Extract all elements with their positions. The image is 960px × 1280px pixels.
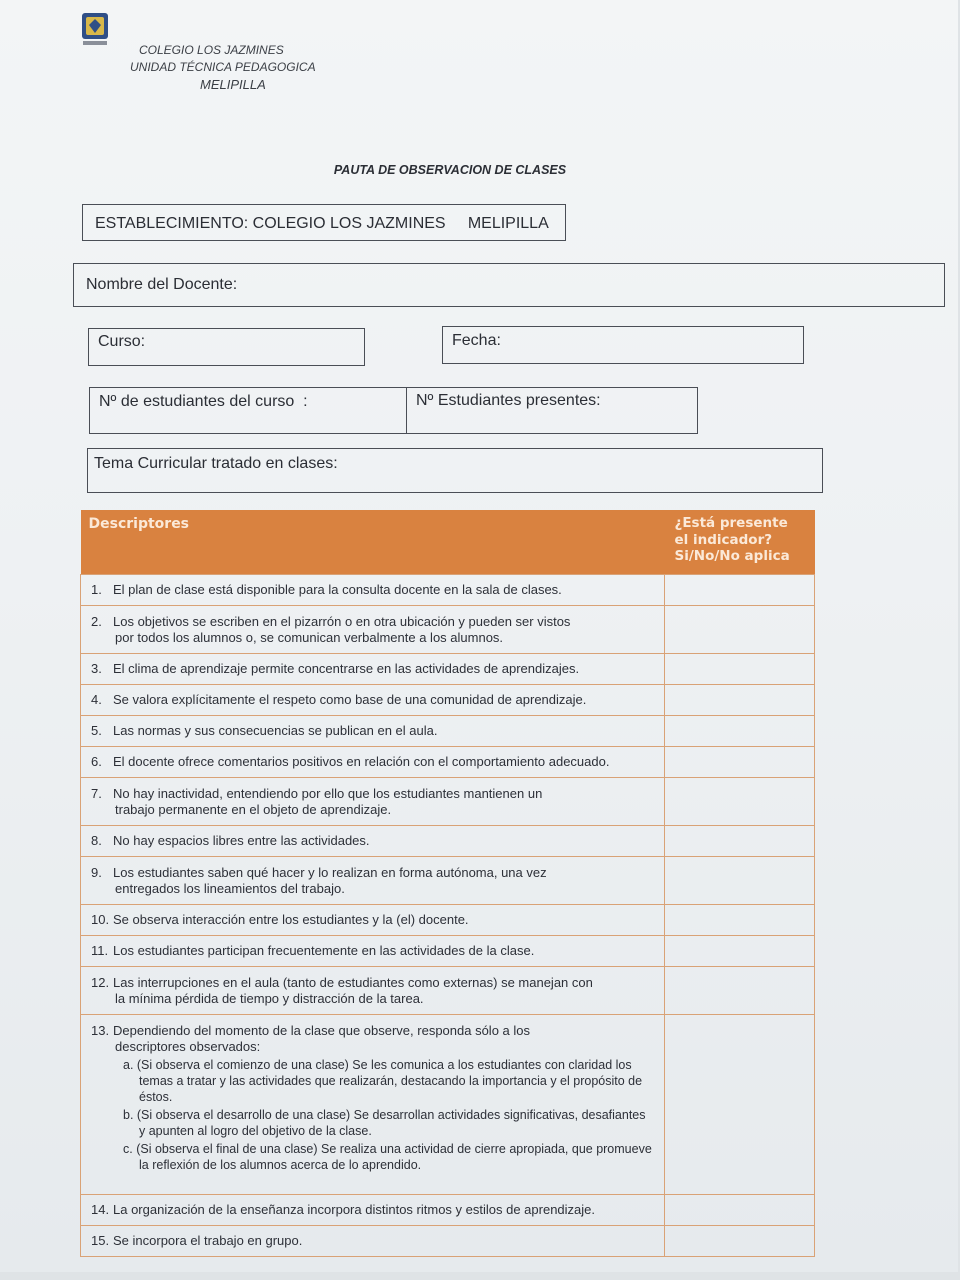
indicator-header-line: Si/No/No aplica (674, 548, 790, 564)
row-number: 1. (91, 582, 102, 597)
descriptor-cell (81, 575, 665, 606)
table-row (81, 857, 815, 905)
descriptor-text: No hay espacios libres entre las actividades. (113, 833, 370, 848)
descriptor-cell (81, 1195, 665, 1226)
row-number: 15. (91, 1233, 110, 1248)
answer-cell[interactable] (665, 905, 815, 936)
row-number: 7. (91, 785, 102, 801)
answer-cell[interactable] (665, 654, 815, 685)
descriptor-cell (81, 654, 665, 685)
row-number: 10. (91, 912, 110, 927)
answer-cell[interactable] (665, 1195, 815, 1226)
descriptor-text: El clima de aprendizaje permite concentrarse en las actividades de aprendizajes. (113, 661, 580, 676)
answer-cell[interactable] (665, 716, 815, 747)
row-number: 13. (91, 1023, 110, 1038)
num-estudiantes-label: Nº de estudiantes del curso : (99, 393, 308, 410)
descriptor-text: El docente ofrece comentarios positivos en relación con el comportamiento adecuado. (113, 754, 610, 769)
descriptor-text: La organización de la enseñanza incorpora distintos ritmos y estilos de aprendizaje. (113, 1202, 596, 1217)
observation-table (80, 510, 815, 1257)
row-number: 12. (91, 974, 110, 990)
row-number: 9. (91, 864, 102, 880)
descriptores-header: Descriptores (81, 510, 665, 575)
descriptor-text: No hay inactividad, entendiendo por ello que los estudiantes mantienen un (113, 785, 543, 801)
curso-field[interactable] (88, 328, 365, 366)
table-row (81, 1195, 815, 1226)
indicator-header (665, 510, 815, 575)
descriptor-text: Las interrupciones en el aula (tanto de estudiantes como externas) se manejan con (113, 974, 593, 990)
descriptor-cell (81, 1015, 665, 1195)
school-crest-logo (80, 12, 110, 48)
tema-field[interactable] (87, 448, 823, 493)
descriptor-text: Se observa interacción entre los estudiantes y la (el) docente. (113, 912, 469, 927)
answer-cell[interactable] (665, 1015, 815, 1195)
docente-label: Nombre del Docente: (86, 276, 238, 293)
descriptor-text: Se incorpora el trabajo en grupo. (113, 1233, 303, 1248)
indicator-header-line: el indicador? (674, 531, 773, 548)
descriptor-cell (81, 716, 665, 747)
answer-cell[interactable] (665, 936, 815, 967)
descriptor-text: Las normas y sus consecuencias se publican en el aula. (113, 723, 438, 738)
answer-cell[interactable] (665, 606, 815, 654)
descriptor-cell (81, 747, 665, 778)
answer-cell[interactable] (665, 857, 815, 905)
descriptor-cell (81, 1226, 665, 1257)
row-number: 11. (91, 943, 109, 958)
descriptor-cell (81, 826, 665, 857)
answer-cell[interactable] (665, 1226, 815, 1257)
answer-cell[interactable] (665, 778, 815, 826)
table-row (81, 778, 815, 826)
descriptor-cell (81, 967, 665, 1015)
establecimiento-box (82, 204, 566, 241)
descriptor-text: Los estudiantes saben qué hacer y lo realizan en forma autónoma, una vez (113, 864, 547, 880)
descriptor-text: trabajo permanente en el objeto de aprendizaje. (115, 801, 392, 817)
tema-label: Tema Curricular tratado en clases: (94, 455, 338, 472)
descriptor-cell (81, 685, 665, 716)
table-row (81, 654, 815, 685)
row-number: 14. (91, 1202, 110, 1217)
num-estudiantes-field[interactable] (89, 387, 407, 434)
descriptor-text: Dependiendo del momento de la clase que observe, responda sólo a los (113, 1023, 530, 1038)
school-unit: UNIDAD TÉCNICA PEDAGOGICA (130, 60, 316, 74)
descriptor-text: Los estudiantes participan frecuentemente en las actividades de la clase. (113, 943, 535, 958)
descriptor-cell (81, 905, 665, 936)
descriptor-cell (81, 936, 665, 967)
answer-cell[interactable] (665, 575, 815, 606)
fecha-label: Fecha: (452, 332, 501, 349)
sub-descriptor: b. (Si observa el desarrollo de una clase) Se desarrollan actividades significativas, desafiantes y apunten al logro del objetivo de la clase. (123, 1108, 646, 1138)
descriptor-text: El plan de clase está disponible para la consulta docente en la sala de clases. (113, 582, 562, 597)
sub-descriptor: a. (Si observa el comienzo de una clase) Se les comunica a los estudiantes con claridad los temas a tratar y las actividades que realizarán, destacando la importancia y el propósito de éstos. (123, 1058, 643, 1104)
row-number: 3. (91, 661, 102, 676)
descriptor-text: por todos los alumnos o, se comunican verbalmente a los alumnos. (115, 629, 504, 645)
row-number: 4. (91, 692, 102, 707)
descriptor-text: la mínima pérdida de tiempo y distracción de la tarea. (115, 990, 424, 1006)
table-row (81, 685, 815, 716)
school-name: COLEGIO LOS JAZMINES (139, 43, 284, 57)
establecimiento-label: ESTABLECIMIENTO: COLEGIO LOS JAZMINES MELIPILLA (95, 215, 549, 232)
table-row (81, 716, 815, 747)
table-row (81, 747, 815, 778)
table-row (81, 606, 815, 654)
row-number: 6. (91, 754, 102, 769)
answer-cell[interactable] (665, 685, 815, 716)
presentes-field[interactable] (406, 387, 698, 434)
curso-label: Curso: (98, 333, 146, 350)
answer-cell[interactable] (665, 826, 815, 857)
table-row (81, 1226, 815, 1257)
descriptor-cell (81, 778, 665, 826)
table-row (81, 967, 815, 1015)
sub-descriptor: c. (Si observa el final de una clase) Se realiza una actividad de cierre apropiada, que promueve la reflexión de los alumnos acerca de lo aprendido. (123, 1142, 652, 1172)
indicator-header-line: ¿Está presente (674, 515, 788, 531)
table-row (81, 905, 815, 936)
table-header-row (81, 510, 815, 575)
fecha-field[interactable] (442, 326, 804, 364)
answer-cell[interactable] (665, 967, 815, 1015)
descriptor-text: descriptores observados: (115, 1039, 261, 1054)
descriptor-cell (81, 857, 665, 905)
descriptor-cell (81, 606, 665, 654)
descriptor-text: Se valora explícitamente el respeto como base de una comunidad de aprendizaje. (113, 692, 587, 707)
answer-cell[interactable] (665, 747, 815, 778)
page-title: PAUTA DE OBSERVACION DE CLASES (333, 163, 567, 177)
presentes-label: Nº Estudiantes presentes: (416, 392, 601, 409)
school-city: MELIPILLA (200, 77, 266, 92)
descriptor-text: entregados los lineamientos del trabajo. (115, 880, 345, 896)
descriptor-text: Los objetivos se escriben en el pizarrón o en otra ubicación y pueden ser vistos (113, 613, 571, 629)
table-row (81, 1015, 815, 1195)
row-number: 5. (91, 723, 102, 738)
docente-field[interactable] (73, 263, 945, 307)
table-row (81, 936, 815, 967)
table-row (81, 575, 815, 606)
row-number: 2. (91, 613, 102, 629)
table-row (81, 826, 815, 857)
row-number: 8. (91, 833, 102, 848)
